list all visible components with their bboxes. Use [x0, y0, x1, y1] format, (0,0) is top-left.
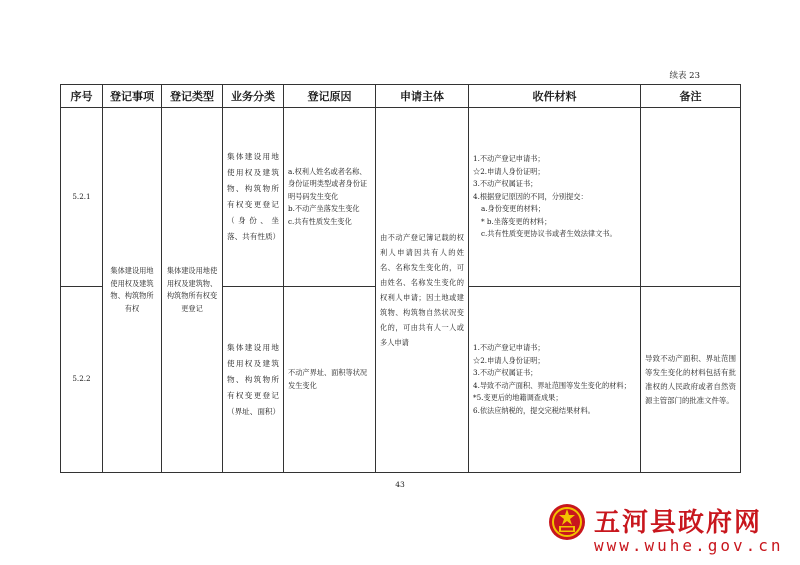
header-cell: 登记类型 [162, 85, 223, 108]
header-cell: 登记原因 [284, 85, 376, 108]
header-cell: 序号 [61, 85, 103, 108]
material-item: 4.根据登记原因的不同，分别提交： [473, 191, 588, 201]
header-cell: 收件材料 [469, 85, 641, 108]
material-item: 3.不动产权属证书； [473, 368, 538, 377]
material-item: a.身份变更的材料； [481, 204, 546, 214]
table-row [61, 108, 741, 287]
national-emblem-icon [546, 500, 588, 542]
required-materials [469, 287, 641, 473]
site-watermark [546, 500, 796, 560]
business-category: 集体建设用地使用权及建筑物、构筑物所有权变更登记（身份、坐落、共有性质） [223, 108, 284, 287]
watermark-url: www.wuhe.gov.cn [594, 536, 784, 555]
page-number: 43 [395, 480, 405, 489]
reason-item: a.权利人姓名或者名称、身份证明类型或者身份证明号码发生变化 [288, 166, 368, 201]
material-item: ☆2.申请人身份证明； [473, 355, 545, 365]
header-cell: 登记事项 [103, 85, 162, 108]
remark [641, 108, 741, 287]
required-materials [469, 108, 641, 287]
applicant-subject: 由不动产登记簿记载的权利人申请因共有人的姓名、名称发生变化的，可由姓名、名称发生变化的权利人申请；因土地或建筑物、构筑物自然状况变化的，可由共有人一人或多人申请 [376, 108, 469, 473]
material-item: c.共有性质变更协议书或者生效法律文书。 [481, 229, 617, 239]
header-cell: 备注 [641, 85, 741, 108]
reason-item: b.不动产坐落发生变化 [288, 204, 360, 214]
reason-item: c.共有性质发生变化 [288, 216, 352, 226]
remark: 导致不动产面积、界址范围等发生变化的材料包括有批准权的人民政府或者自然资源主管部门的批准文件等。 [641, 287, 741, 473]
continued-label: 续表 23 [669, 71, 700, 81]
row-number: 5.2.2 [61, 287, 103, 473]
material-item: 3.不动产权属证书； [473, 179, 538, 189]
header-cell: 业务分类 [223, 85, 284, 108]
registration-item: 集体建设用地使用权及建筑物、构筑物所有权 [103, 108, 162, 473]
material-item: 6.依法应纳税的，提交完税结果材料。 [473, 405, 595, 415]
registration-table [60, 84, 741, 473]
material-item: 1.不动产登记申请书； [473, 154, 545, 164]
header-cell: 申请主体 [376, 85, 469, 108]
registration-reasons [284, 108, 376, 287]
material-item: ☆2.申请人身份证明； [473, 166, 545, 176]
material-item: 4.导致不动产面积、界址范围等发生变化的材料； [473, 380, 631, 390]
row-number: 5.2.1 [61, 108, 103, 287]
material-item: 1.不动产登记申请书； [473, 343, 545, 352]
material-item: * b.坐落变更的材料； [481, 216, 552, 226]
header-row [61, 85, 741, 108]
watermark-title: 五河县政府网 [594, 508, 763, 538]
reason-item: 不动产界址、面积等状况发生变化 [288, 368, 368, 390]
registration-reasons [284, 287, 376, 473]
business-category: 集体建设用地使用权及建筑物、构筑物所有权变更登记（界址、面积） [223, 287, 284, 473]
material-item: *5.变更后的地籍调查成果； [473, 393, 563, 402]
registration-type: 集体建设用地使用权及建筑物、构筑物所有权变更登记 [162, 108, 223, 473]
